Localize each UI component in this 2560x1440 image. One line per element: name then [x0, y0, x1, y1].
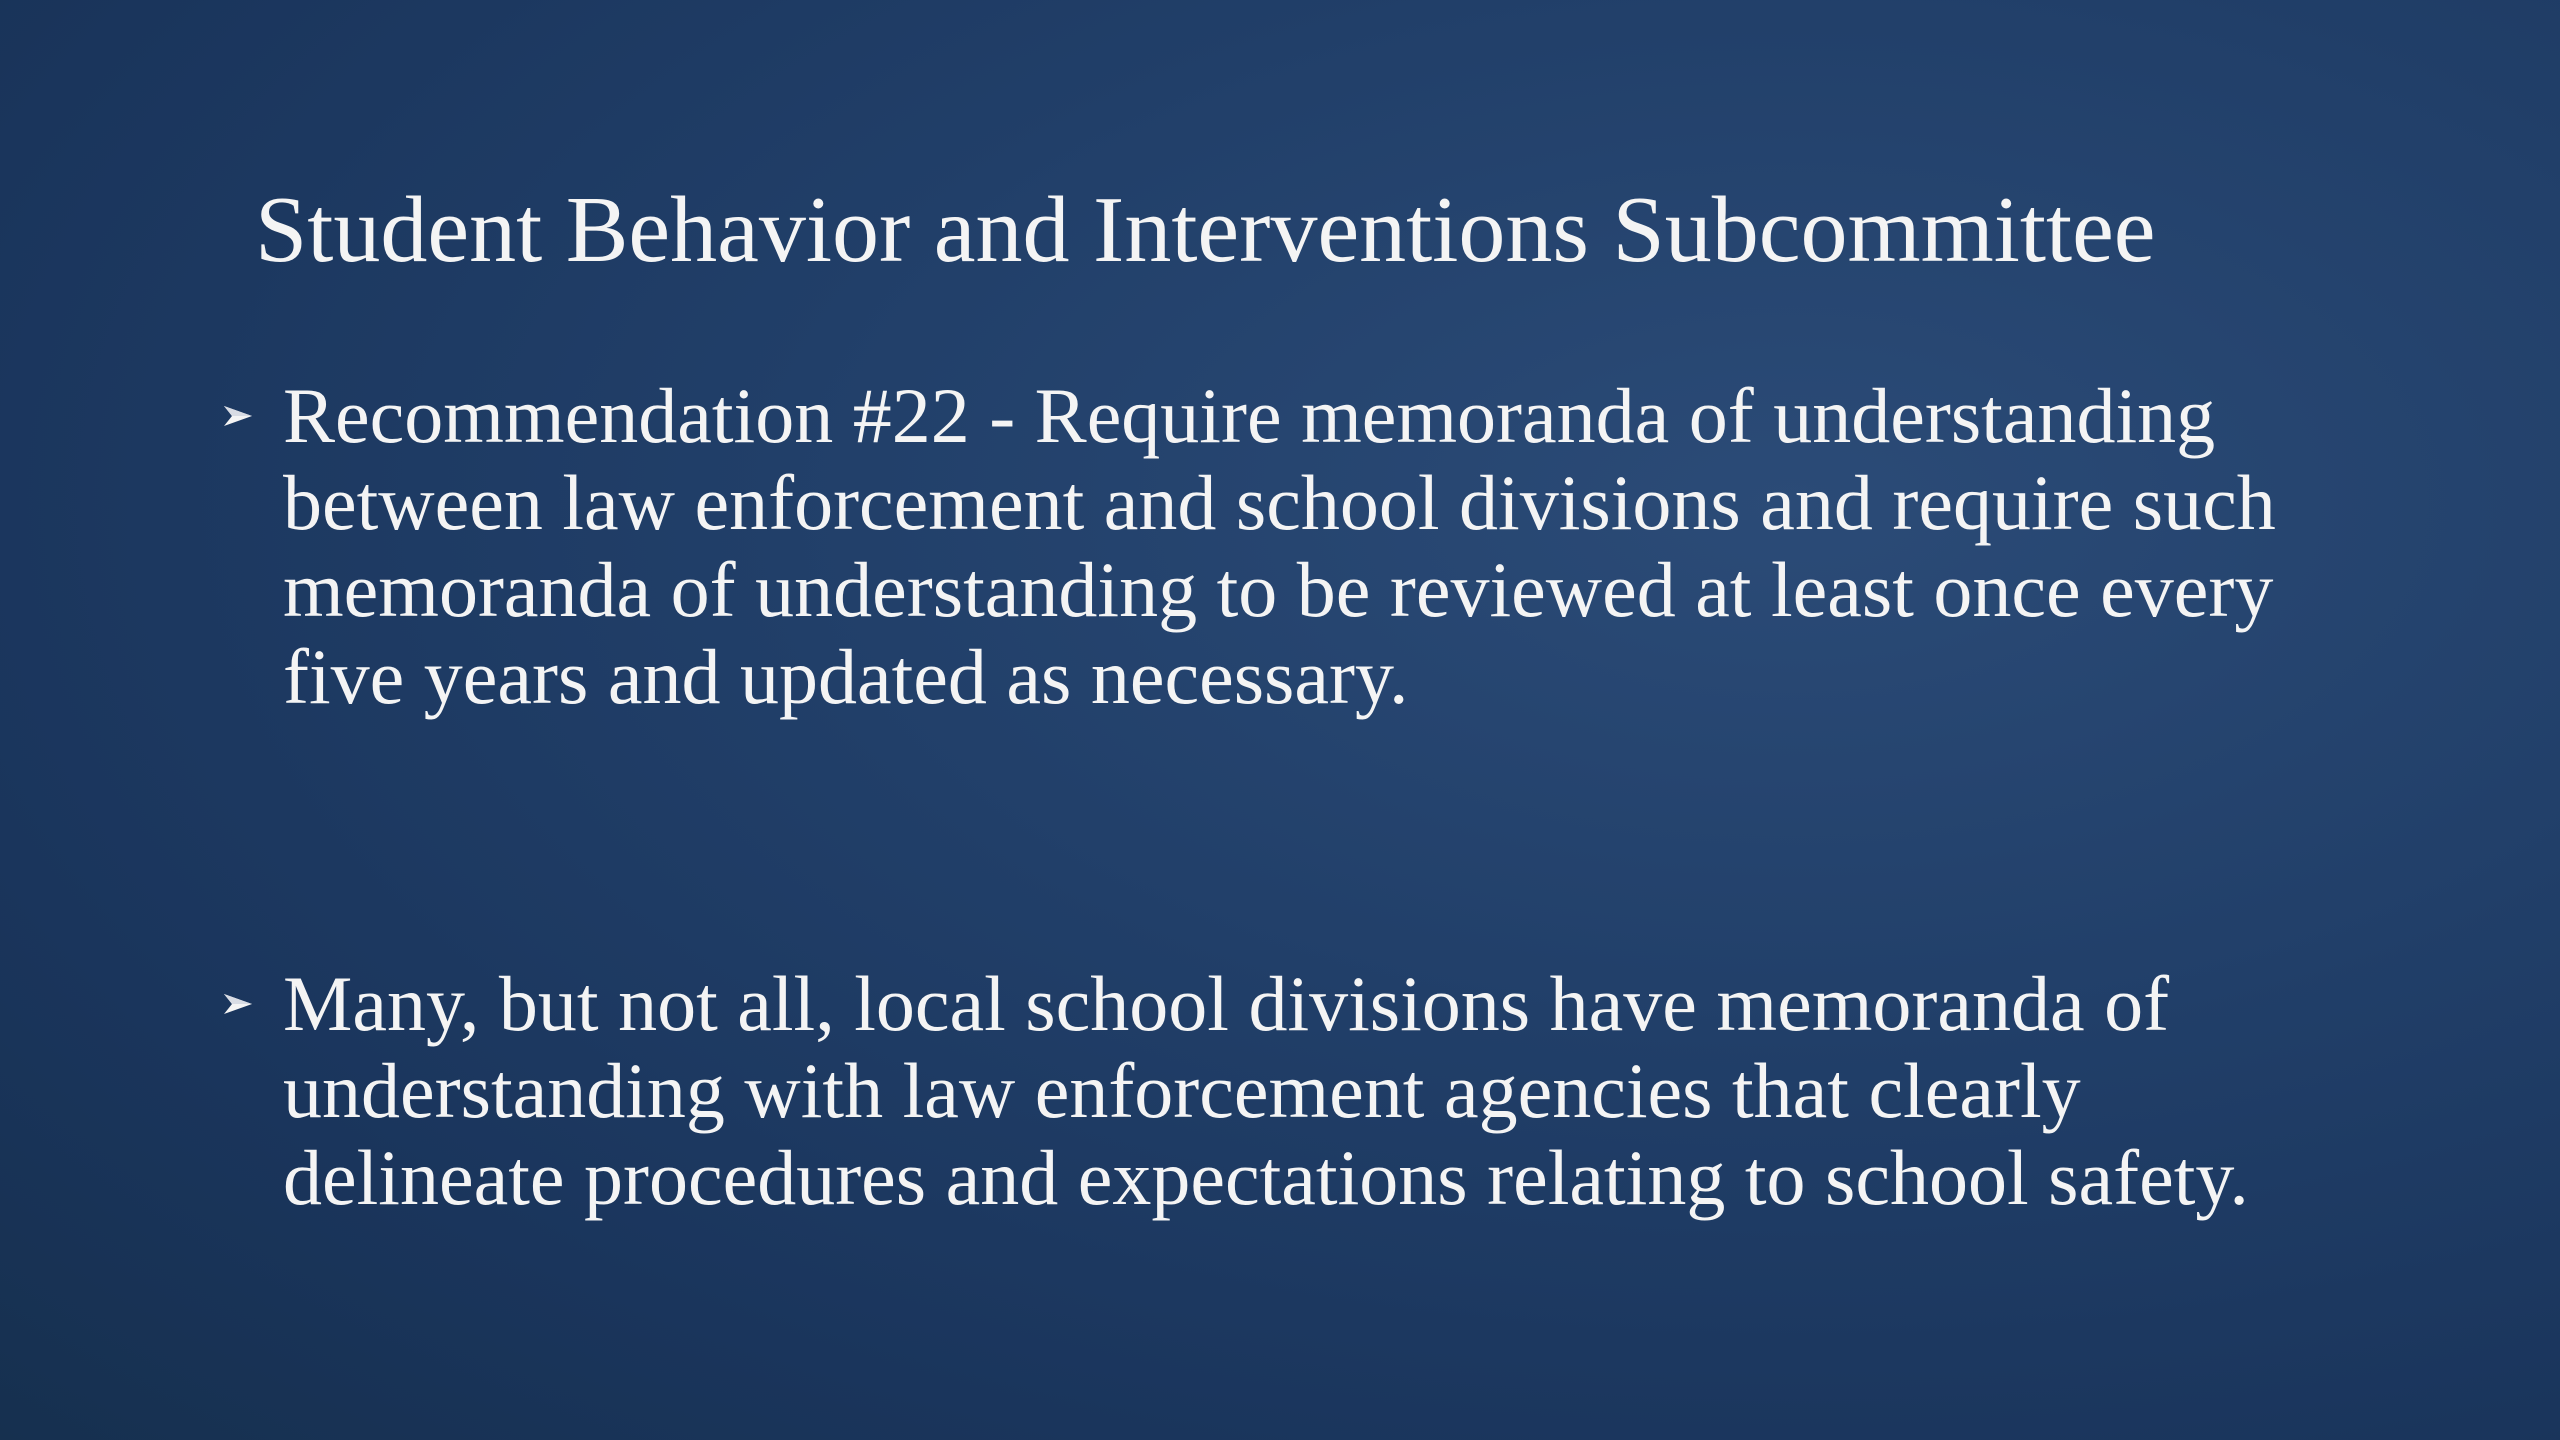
bullet-list-first — [220, 372, 2360, 720]
bullet-list-second — [220, 960, 2360, 1221]
bullet-item-memoranda — [220, 960, 2360, 1221]
bullet-text-recommendation: Recommendation #22 - Require memoranda of understanding between law enforcement and school divisions and require such memoranda of understanding to be reviewed at least once every five years and updated as necessary. — [283, 372, 2276, 720]
bullet-text-memoranda: Many, but not all, local school divisions have memoranda of understanding with law enforcement agencies that clearly delineate procedures and expectations relating to school safety. — [283, 960, 2249, 1221]
arrowhead-bullet-icon — [220, 986, 256, 1022]
bullet-item-recommendation — [220, 372, 2360, 720]
arrowhead-bullet-icon — [220, 398, 256, 434]
slide-title: Student Behavior and Interventions Subcommittee — [255, 178, 2156, 282]
